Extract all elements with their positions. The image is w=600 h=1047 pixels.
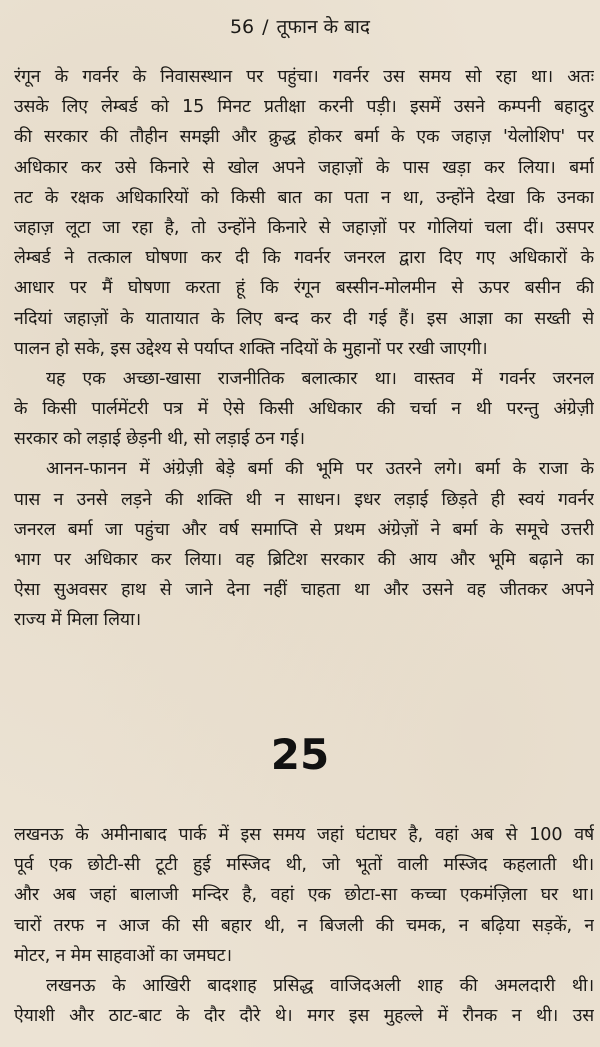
text-line: सरकार को लड़ाई छेड़नी थी, सो लड़ाई ठन गई। (14, 429, 305, 450)
text-line: भाग पर अधिकार कर लिया। वह ब्रिटिश सरकार की आय और भूमि बढ़ाने का (14, 550, 594, 570)
text-line: अधिकार कर उसे किनारे से खोल अपने जहाज़ों के पास खड़ा कर लिया। बर्मा (14, 157, 594, 178)
text-line: नदियां जहाज़ों के यातायात के लिए बन्द कर दी गई हैं। इस आज्ञा का सख्ती से (14, 308, 594, 329)
text-line: पास न उनसे लड़ने की शक्ति थी न साधन। इधर लड़ाई छिड़ते ही स्वयं गवर्नर (14, 489, 594, 510)
text-line: आनन-फानन में अंग्रेज़ी बेड़े बर्मा की भूमि पर उतरने लगे। बर्मा के राजा के (46, 459, 594, 480)
page-number: 56 (229, 16, 255, 38)
page-header (0, 14, 600, 40)
text-line: लखनऊ के आखिरी बादशाह प्रसिद्ध वाजिदअली शाह की अमलदारी थी। (46, 975, 594, 996)
text-line: तट के रक्षक अधिकारियों को किसी बात का पता न था, उन्होंने देखा कि उनका (14, 187, 594, 208)
text-line: पालन हो सके, इस उद्देश्य से पर्याप्त शक्ति नदियों के मुहानों पर रखी जाएगी। (14, 338, 488, 359)
text-line: की सरकार की तौहीन समझी और क्रुद्ध होकर बर्मा के एक जहाज़ 'येलोशिप' पर (14, 127, 594, 148)
section-2-text (14, 820, 594, 1031)
section-1-text (14, 62, 594, 636)
text-line: उसके लिए लेम्बर्ड को 15 मिनट प्रतीक्षा करनी पड़ी। इसमें उसने कम्पनी बहादुर (14, 97, 594, 118)
text-line: लेम्बर्ड ने तत्काल घोषणा कर दी कि गवर्नर जनरल द्वारा दिए गए अधिकारों के (14, 248, 594, 269)
text-line: और अब जहां बालाजी मन्दिर है, वहां एक छोटा-सा कच्चा एकमंज़िला घर था। (14, 885, 594, 906)
text-line: जहाज़ लूटा जा रहा है, तो उन्होंने किनारे से जहाज़ों पर गोलियां चला दीं। उसपर (14, 217, 594, 238)
text-line: जनरल बर्मा जा पहुंचा और वर्ष समाप्ति से प्रथम अंग्रेज़ों ने बर्मा के समूचे उत्तरी (14, 519, 594, 540)
header-separator: / (262, 16, 269, 38)
text-line: आधार पर मैं घोषणा करता हूं कि रंगून बस्सीन-मोलमीन से ऊपर बसीन की (14, 278, 594, 299)
text-line: रंगून के गवर्नर के निवासस्थान पर पहुंचा। गवर्नर उस समय सो रहा था। अतः (14, 67, 594, 87)
chapter-number: 25 (270, 730, 330, 779)
text-line: मोटर, न मेम साहवाओं का जमघट। (14, 945, 232, 966)
text-line: यह एक अच्छा-खासा राजनीतिक बलात्कार था। वास्तव में गवर्नर जरनल (46, 368, 594, 389)
text-line: राज्य में मिला लिया। (14, 610, 141, 631)
text-line: पूर्व एक छोटी-सी टूटी हुई मस्जिद थी, जो भूतों वाली मस्जिद कहलाती थी। (14, 855, 594, 876)
text-line: ऐसा सुअवसर हाथ से जाने देना नहीं चाहता था और उसने वह जीतकर अपने (14, 580, 594, 601)
text-line: के किसी पार्लमेंटरी पत्र में ऐसे किसी अधिकार की चर्चा न थी परन्तु अंग्रेज़ी (14, 399, 594, 420)
text-line: चारों तरफ न आज की सी बहार थी, न बिजली की चमक, न बढ़िया सड़कें, न (14, 915, 594, 936)
text-line: ऐयाशी और ठाट-बाट के दौर दौरे थे। मगर इस मुहल्ले में रौनक न थी। उस (14, 1006, 594, 1027)
text-line: लखनऊ के अमीनाबाद पार्क में इस समय जहां घंटाघर है, वहां अब से 100 वर्ष (14, 825, 594, 845)
book-title: तूफान के बाद (276, 16, 371, 38)
